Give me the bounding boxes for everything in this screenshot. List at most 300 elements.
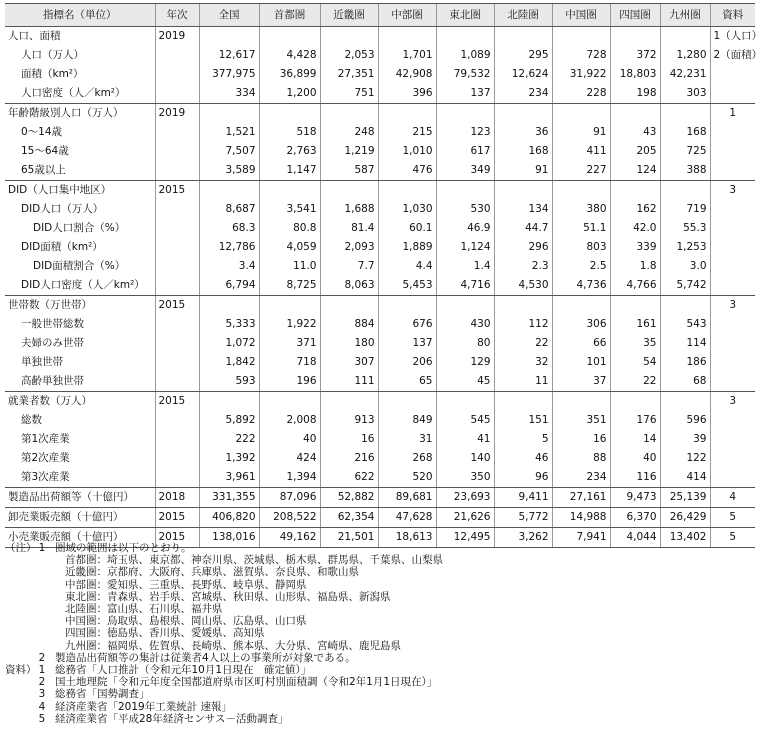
value-cell: 176 bbox=[610, 411, 660, 430]
value-cell: 3,589 bbox=[199, 161, 259, 181]
year-cell bbox=[155, 200, 199, 219]
value-cell bbox=[552, 104, 610, 124]
table-row bbox=[5, 468, 755, 488]
item-text: 中国圏：鳥取県、島根県、岡山県、広島県、山口県 bbox=[65, 615, 307, 628]
table-row bbox=[5, 219, 755, 238]
notes-label bbox=[5, 640, 35, 652]
value-cell: 1,842 bbox=[199, 353, 259, 372]
value-cell: 1,010 bbox=[378, 142, 436, 161]
year-cell: 2018 bbox=[155, 488, 199, 508]
value-cell: 2,763 bbox=[259, 142, 320, 161]
source-cell: 5 bbox=[710, 528, 755, 548]
value-cell bbox=[660, 392, 710, 412]
year-cell bbox=[155, 372, 199, 392]
value-cell: 1,200 bbox=[259, 84, 320, 104]
value-cell: 62,354 bbox=[320, 508, 378, 528]
source-cell: 3 bbox=[710, 296, 755, 316]
note-item bbox=[5, 615, 705, 627]
year-cell bbox=[155, 123, 199, 142]
table-row bbox=[5, 142, 755, 161]
value-cell: 42,908 bbox=[378, 65, 436, 84]
value-cell bbox=[199, 392, 259, 412]
value-cell: 31 bbox=[378, 430, 436, 449]
table-row bbox=[5, 200, 755, 219]
value-cell: 79,532 bbox=[436, 65, 494, 84]
value-cell: 68 bbox=[660, 372, 710, 392]
value-cell: 35 bbox=[610, 334, 660, 353]
year-cell: 2015 bbox=[155, 528, 199, 548]
indicator-name: 総数 bbox=[21, 414, 42, 426]
value-cell: 13,402 bbox=[660, 528, 710, 548]
value-cell: 6,794 bbox=[199, 276, 259, 296]
year-cell bbox=[155, 142, 199, 161]
value-cell bbox=[320, 392, 378, 412]
value-cell: 40 bbox=[610, 449, 660, 468]
value-cell bbox=[378, 27, 436, 47]
value-cell bbox=[552, 296, 610, 316]
value-cell: 42,231 bbox=[660, 65, 710, 84]
value-cell: 719 bbox=[660, 200, 710, 219]
value-cell: 49,162 bbox=[259, 528, 320, 548]
value-cell: 411 bbox=[552, 142, 610, 161]
value-cell: 54 bbox=[610, 353, 660, 372]
value-cell: 1,219 bbox=[320, 142, 378, 161]
value-cell bbox=[610, 392, 660, 412]
value-cell bbox=[199, 27, 259, 47]
value-cell bbox=[320, 27, 378, 47]
notes-label bbox=[5, 554, 35, 566]
source-cell bbox=[710, 84, 755, 104]
value-cell: 248 bbox=[320, 123, 378, 142]
item-text: 製造品出荷額等の集計は従業者4人以上の事業所が対象である。 bbox=[55, 651, 356, 664]
value-cell: 476 bbox=[378, 161, 436, 181]
column-header: 首都圏 bbox=[259, 4, 320, 27]
value-cell: 306 bbox=[552, 315, 610, 334]
item-text: 北陸圏：富山県、石川県、福井県 bbox=[65, 603, 223, 616]
value-cell: 206 bbox=[378, 353, 436, 372]
source-cell: 3 bbox=[710, 392, 755, 412]
value-cell: 372 bbox=[610, 46, 660, 65]
value-cell: 913 bbox=[320, 411, 378, 430]
item-number bbox=[35, 603, 49, 615]
year-cell bbox=[155, 353, 199, 372]
value-cell bbox=[660, 104, 710, 124]
sources-label bbox=[5, 688, 35, 700]
indicator-name: 年齢階級別人口（万人） bbox=[8, 107, 124, 119]
value-cell: 676 bbox=[378, 315, 436, 334]
value-cell: 42.0 bbox=[610, 219, 660, 238]
value-cell bbox=[378, 181, 436, 201]
item-text: 圏域の範囲は以下のとおり。 bbox=[55, 542, 192, 554]
item-text: 総務省「人口推計（令和元年10月1日現在 確定値）」 bbox=[55, 664, 312, 677]
value-cell: 31,922 bbox=[552, 65, 610, 84]
value-cell: 16 bbox=[552, 430, 610, 449]
value-cell: 388 bbox=[660, 161, 710, 181]
value-cell: 36 bbox=[494, 123, 552, 142]
value-cell: 5,333 bbox=[199, 315, 259, 334]
value-cell: 349 bbox=[436, 161, 494, 181]
source-cell bbox=[710, 276, 755, 296]
value-cell: 96 bbox=[494, 468, 552, 488]
year-cell bbox=[155, 161, 199, 181]
sources-label: 資料） bbox=[5, 664, 37, 677]
source-cell: 5 bbox=[710, 508, 755, 528]
value-cell: 4,716 bbox=[436, 276, 494, 296]
source-cell bbox=[710, 430, 755, 449]
value-cell: 5 bbox=[494, 430, 552, 449]
column-header: 資料 bbox=[710, 4, 755, 27]
source-cell bbox=[710, 468, 755, 488]
value-cell: 350 bbox=[436, 468, 494, 488]
value-cell: 41 bbox=[436, 430, 494, 449]
value-cell: 140 bbox=[436, 449, 494, 468]
value-cell: 216 bbox=[320, 449, 378, 468]
indicator-name: 第2次産業 bbox=[21, 452, 70, 464]
value-cell bbox=[199, 104, 259, 124]
value-cell: 134 bbox=[494, 200, 552, 219]
value-cell: 3.0 bbox=[660, 257, 710, 276]
value-cell: 396 bbox=[378, 84, 436, 104]
item-number bbox=[35, 566, 49, 578]
item-number: 3 bbox=[38, 688, 46, 701]
source-cell: 2（面積） bbox=[710, 46, 755, 65]
table-row bbox=[5, 488, 755, 508]
value-cell bbox=[259, 181, 320, 201]
item-number: 4 bbox=[38, 700, 46, 713]
year-cell bbox=[155, 430, 199, 449]
value-cell: 2.3 bbox=[494, 257, 552, 276]
value-cell bbox=[610, 296, 660, 316]
value-cell: 80 bbox=[436, 334, 494, 353]
value-cell bbox=[552, 181, 610, 201]
source-cell bbox=[710, 238, 755, 257]
value-cell: 1,688 bbox=[320, 200, 378, 219]
value-cell: 205 bbox=[610, 142, 660, 161]
table-row bbox=[5, 257, 755, 276]
table-row bbox=[5, 430, 755, 449]
value-cell: 162 bbox=[610, 200, 660, 219]
source-cell bbox=[710, 219, 755, 238]
source-cell bbox=[710, 372, 755, 392]
item-number: 2 bbox=[38, 676, 46, 689]
sources-label bbox=[5, 713, 35, 725]
note-item bbox=[5, 640, 705, 652]
table-row bbox=[5, 276, 755, 296]
value-cell: 1,072 bbox=[199, 334, 259, 353]
value-cell: 180 bbox=[320, 334, 378, 353]
value-cell: 52,882 bbox=[320, 488, 378, 508]
source-cell: 3 bbox=[710, 181, 755, 201]
value-cell: 351 bbox=[552, 411, 610, 430]
item-text: 東北圏：青森県、岩手県、宮城県、秋田県、山形県、福島県、新潟県 bbox=[65, 590, 391, 603]
value-cell bbox=[436, 296, 494, 316]
value-cell: 2,093 bbox=[320, 238, 378, 257]
value-cell: 596 bbox=[660, 411, 710, 430]
value-cell: 8,687 bbox=[199, 200, 259, 219]
value-cell: 295 bbox=[494, 46, 552, 65]
indicator-name: 15～64歳 bbox=[21, 145, 69, 157]
notes-label bbox=[5, 652, 35, 664]
value-cell: 12,786 bbox=[199, 238, 259, 257]
item-text: 国土地理院「令和元年度全国都道府県市区町村別面積調（令和2年1月1日現在）」 bbox=[55, 676, 438, 689]
value-cell: 8,725 bbox=[259, 276, 320, 296]
value-cell: 168 bbox=[660, 123, 710, 142]
value-cell: 43 bbox=[610, 123, 660, 142]
note-item bbox=[5, 579, 705, 591]
indicator-name: 65歳以上 bbox=[5, 161, 155, 181]
value-cell: 1,089 bbox=[436, 46, 494, 65]
value-cell: 81.4 bbox=[320, 219, 378, 238]
value-cell bbox=[660, 27, 710, 47]
value-cell: 1,147 bbox=[259, 161, 320, 181]
indicator-name: 卸売業販売額（十億円） bbox=[5, 508, 155, 528]
value-cell: 51.1 bbox=[552, 219, 610, 238]
value-cell: 9,473 bbox=[610, 488, 660, 508]
column-header: 四国圏 bbox=[610, 4, 660, 27]
value-cell: 91 bbox=[552, 123, 610, 142]
source-cell: 1（人口） bbox=[710, 27, 755, 47]
value-cell: 7.7 bbox=[320, 257, 378, 276]
source-item bbox=[5, 676, 705, 688]
value-cell: 1,922 bbox=[259, 315, 320, 334]
table-row bbox=[5, 27, 755, 47]
value-cell: 303 bbox=[660, 84, 710, 104]
value-cell: 27,351 bbox=[320, 65, 378, 84]
column-header: 年次 bbox=[155, 4, 199, 27]
value-cell: 587 bbox=[320, 161, 378, 181]
value-cell: 377,975 bbox=[199, 65, 259, 84]
item-text: 中部圏：愛知県、三重県、長野県、岐阜県、静岡県 bbox=[65, 578, 307, 591]
indicator-name: 小売業販売額（十億円） bbox=[5, 528, 155, 548]
value-cell: 55.3 bbox=[660, 219, 710, 238]
table-row bbox=[5, 46, 755, 65]
source-cell bbox=[710, 315, 755, 334]
item-text: 経済産業省「2019年工業統計 速報」 bbox=[55, 700, 233, 713]
value-cell bbox=[552, 392, 610, 412]
source-cell: 1 bbox=[710, 104, 755, 124]
value-cell: 1,394 bbox=[259, 468, 320, 488]
value-cell: 6,370 bbox=[610, 508, 660, 528]
value-cell: 168 bbox=[494, 142, 552, 161]
value-cell: 751 bbox=[320, 84, 378, 104]
indicator-name: DID（人口集中地区） bbox=[8, 184, 112, 196]
table-row bbox=[5, 372, 755, 392]
sources-label bbox=[5, 676, 35, 688]
value-cell: 27,161 bbox=[552, 488, 610, 508]
table-row bbox=[5, 392, 755, 412]
value-cell: 12,624 bbox=[494, 65, 552, 84]
source-cell bbox=[710, 449, 755, 468]
indicator-name: DID人口割合（%） bbox=[33, 222, 126, 234]
table-row bbox=[5, 65, 755, 84]
value-cell: 424 bbox=[259, 449, 320, 468]
value-cell: 296 bbox=[494, 238, 552, 257]
note-item bbox=[5, 542, 705, 554]
value-cell: 46.9 bbox=[436, 219, 494, 238]
source-cell bbox=[710, 161, 755, 181]
value-cell: 22 bbox=[610, 372, 660, 392]
value-cell: 65 bbox=[378, 372, 436, 392]
value-cell: 593 bbox=[199, 372, 259, 392]
value-cell: 123 bbox=[436, 123, 494, 142]
value-cell bbox=[436, 181, 494, 201]
source-cell bbox=[710, 200, 755, 219]
value-cell: 430 bbox=[436, 315, 494, 334]
value-cell: 227 bbox=[552, 161, 610, 181]
value-cell: 114 bbox=[660, 334, 710, 353]
note-item bbox=[5, 566, 705, 578]
value-cell: 198 bbox=[610, 84, 660, 104]
table-row bbox=[5, 123, 755, 142]
value-cell: 26,429 bbox=[660, 508, 710, 528]
value-cell: 334 bbox=[199, 84, 259, 104]
note-item bbox=[5, 554, 705, 566]
value-cell: 268 bbox=[378, 449, 436, 468]
value-cell bbox=[378, 296, 436, 316]
value-cell: 137 bbox=[378, 334, 436, 353]
value-cell: 1,030 bbox=[378, 200, 436, 219]
sources-list bbox=[5, 664, 705, 725]
note-item bbox=[5, 603, 705, 615]
value-cell: 1.4 bbox=[436, 257, 494, 276]
value-cell: 331,355 bbox=[199, 488, 259, 508]
indicator-name: 単独世帯 bbox=[21, 356, 63, 368]
value-cell bbox=[660, 296, 710, 316]
value-cell bbox=[259, 27, 320, 47]
table-row bbox=[5, 84, 755, 104]
value-cell bbox=[320, 181, 378, 201]
source-cell bbox=[710, 123, 755, 142]
indicator-name: DID面積割合（%） bbox=[33, 260, 126, 272]
value-cell: 101 bbox=[552, 353, 610, 372]
column-header: 中国圏 bbox=[552, 4, 610, 27]
value-cell: 2,053 bbox=[320, 46, 378, 65]
column-header: 北陸圏 bbox=[494, 4, 552, 27]
item-number: 1 bbox=[38, 664, 46, 677]
year-cell bbox=[155, 468, 199, 488]
value-cell bbox=[378, 104, 436, 124]
item-number: 5 bbox=[38, 712, 46, 725]
column-header: 九州圏 bbox=[660, 4, 710, 27]
value-cell: 622 bbox=[320, 468, 378, 488]
value-cell: 60.1 bbox=[378, 219, 436, 238]
value-cell: 215 bbox=[378, 123, 436, 142]
value-cell: 1,253 bbox=[660, 238, 710, 257]
year-cell bbox=[155, 449, 199, 468]
value-cell: 32 bbox=[494, 353, 552, 372]
value-cell: 112 bbox=[494, 315, 552, 334]
indicator-name: 人口、面積 bbox=[8, 30, 61, 42]
value-cell: 545 bbox=[436, 411, 494, 430]
indicator-name: DID人口密度（人／km²） bbox=[5, 276, 155, 296]
indicator-name: 一般世帯総数 bbox=[21, 318, 84, 330]
value-cell: 520 bbox=[378, 468, 436, 488]
value-cell: 80.8 bbox=[259, 219, 320, 238]
value-cell: 7,507 bbox=[199, 142, 259, 161]
value-cell: 47,628 bbox=[378, 508, 436, 528]
column-header: 全国 bbox=[199, 4, 259, 27]
value-cell bbox=[610, 181, 660, 201]
value-cell: 4,530 bbox=[494, 276, 552, 296]
value-cell: 21,501 bbox=[320, 528, 378, 548]
indicator-name: 就業者数（万人） bbox=[8, 395, 92, 407]
value-cell: 543 bbox=[660, 315, 710, 334]
notes-label bbox=[5, 627, 35, 639]
source-item bbox=[5, 713, 705, 725]
value-cell bbox=[660, 181, 710, 201]
value-cell: 16 bbox=[320, 430, 378, 449]
value-cell bbox=[494, 392, 552, 412]
year-cell bbox=[155, 257, 199, 276]
year-cell bbox=[155, 84, 199, 104]
value-cell bbox=[610, 27, 660, 47]
table-row bbox=[5, 449, 755, 468]
footnotes bbox=[5, 542, 705, 725]
value-cell: 11.0 bbox=[259, 257, 320, 276]
table-row bbox=[5, 315, 755, 334]
value-cell: 151 bbox=[494, 411, 552, 430]
source-cell bbox=[710, 142, 755, 161]
column-header: 指標名（単位） bbox=[5, 4, 155, 27]
value-cell: 12,495 bbox=[436, 528, 494, 548]
value-cell bbox=[494, 104, 552, 124]
year-cell bbox=[155, 238, 199, 257]
value-cell: 208,522 bbox=[259, 508, 320, 528]
notes-label bbox=[5, 591, 35, 603]
value-cell: 234 bbox=[552, 468, 610, 488]
value-cell: 161 bbox=[610, 315, 660, 334]
value-cell: 186 bbox=[660, 353, 710, 372]
value-cell bbox=[320, 296, 378, 316]
value-cell: 1,124 bbox=[436, 238, 494, 257]
value-cell: 3,961 bbox=[199, 468, 259, 488]
item-number: 1 bbox=[38, 542, 46, 554]
value-cell: 129 bbox=[436, 353, 494, 372]
value-cell: 36,899 bbox=[259, 65, 320, 84]
value-cell: 87,096 bbox=[259, 488, 320, 508]
source-item bbox=[5, 688, 705, 700]
item-text: 総務省「国勢調査」 bbox=[55, 688, 150, 701]
source-cell bbox=[710, 411, 755, 430]
value-cell: 18,613 bbox=[378, 528, 436, 548]
value-cell: 4,059 bbox=[259, 238, 320, 257]
value-cell bbox=[610, 104, 660, 124]
notes-label bbox=[5, 579, 35, 591]
indicator-name: 人口密度（人／km²） bbox=[5, 84, 155, 104]
value-cell: 371 bbox=[259, 334, 320, 353]
year-cell bbox=[155, 334, 199, 353]
notes-label bbox=[5, 603, 35, 615]
year-cell: 2015 bbox=[155, 392, 199, 412]
table-row bbox=[5, 296, 755, 316]
value-cell bbox=[259, 104, 320, 124]
value-cell: 66 bbox=[552, 334, 610, 353]
source-cell bbox=[710, 353, 755, 372]
value-cell: 380 bbox=[552, 200, 610, 219]
indicator-name: 第3次産業 bbox=[5, 468, 155, 488]
value-cell: 4,428 bbox=[259, 46, 320, 65]
value-cell: 25,139 bbox=[660, 488, 710, 508]
value-cell: 23,693 bbox=[436, 488, 494, 508]
value-cell: 116 bbox=[610, 468, 660, 488]
value-cell: 40 bbox=[259, 430, 320, 449]
source-item bbox=[5, 664, 705, 676]
value-cell: 44.7 bbox=[494, 219, 552, 238]
value-cell: 21,626 bbox=[436, 508, 494, 528]
table-row bbox=[5, 508, 755, 528]
indicator-name: 人口（万人） bbox=[21, 49, 84, 61]
table-row bbox=[5, 104, 755, 124]
